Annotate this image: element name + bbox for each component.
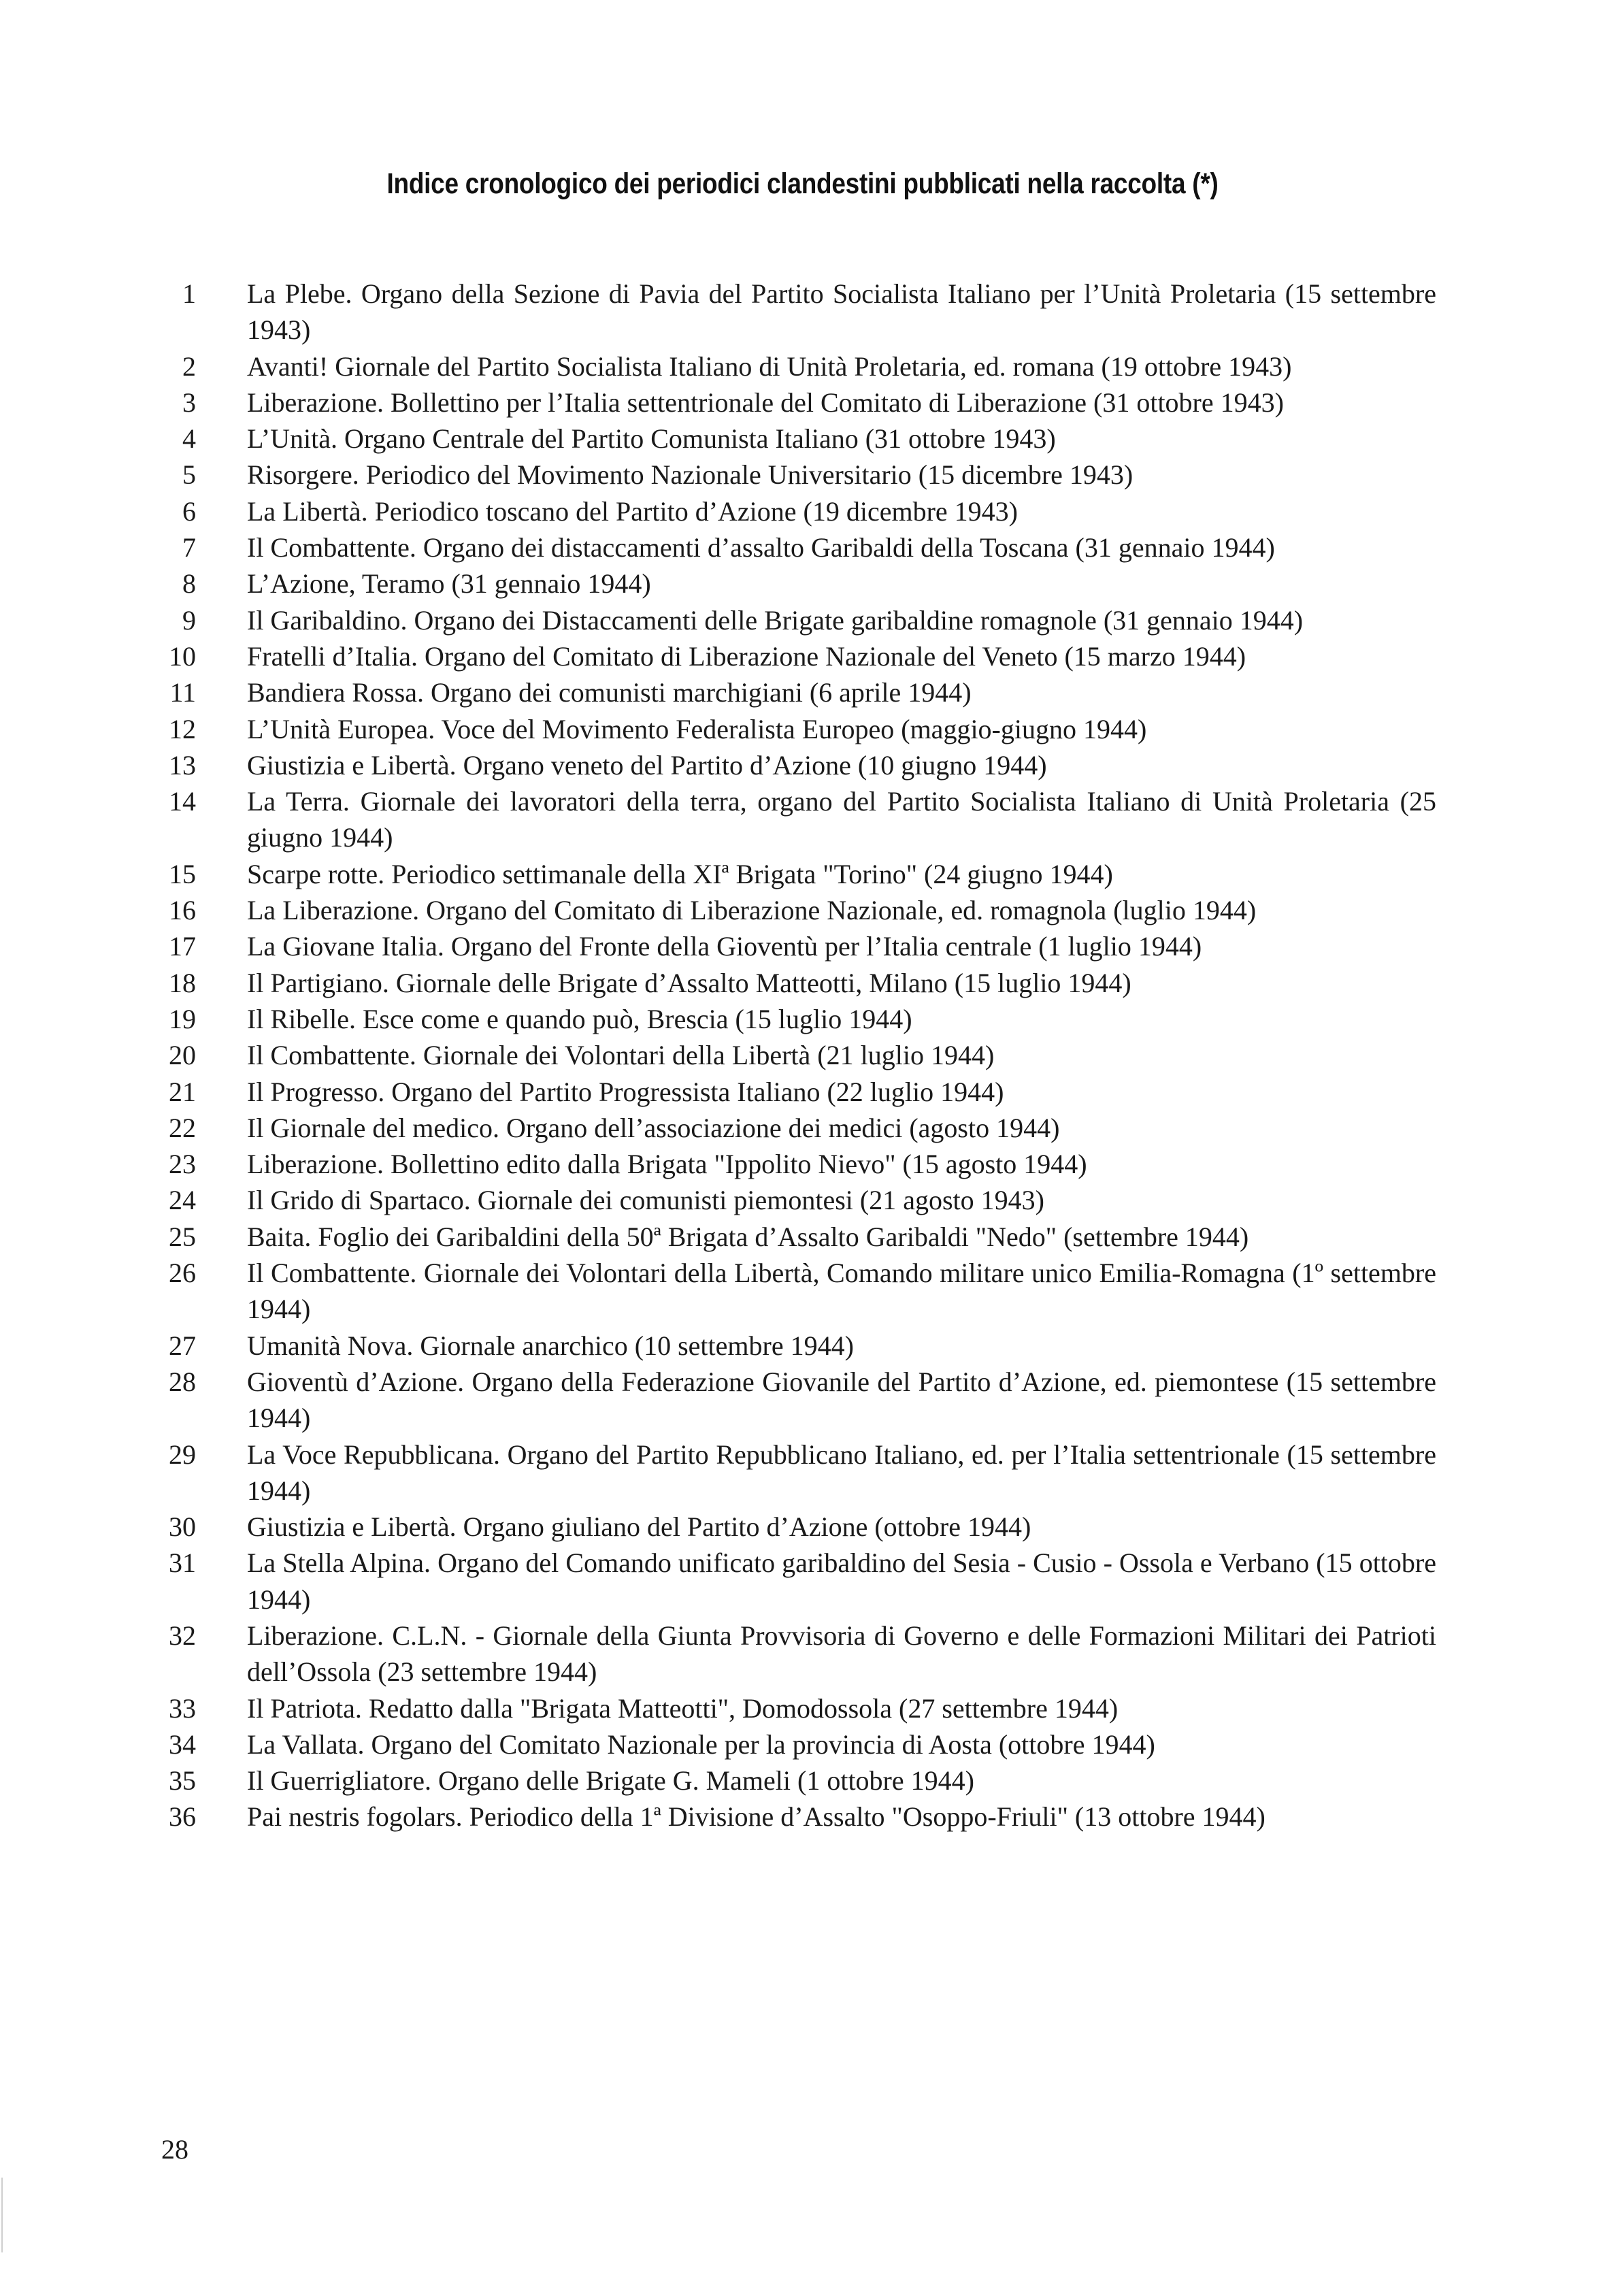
list-item [0,783,1605,856]
list-item [0,1799,1605,1835]
entry-number: 13 [169,749,196,781]
entry-text: La Stella Alpina. Organo del Comando unificato garibaldino del Sesia - Cusio - Ossola e Verbano (15 ottobre 1944) [247,1547,1436,1615]
entry-number: 31 [169,1547,196,1579]
entry-number: 18 [169,967,196,998]
list-item [0,529,1605,565]
page-number: 28 [161,2134,188,2165]
list-item [0,1074,1605,1110]
entry-number: 21 [169,1076,196,1107]
entry-text: Il Patriota. Redatto dalla "Brigata Matteotti", Domodossola (27 settembre 1944) [247,1692,1119,1724]
list-item [0,276,1605,348]
entry-text: Scarpe rotte. Periodico settimanale della XIª Brigata "Torino" (24 giugno 1944) [247,858,1113,889]
list-item [0,638,1605,674]
entry-text: Il Ribelle. Esce come e quando può, Brescia (15 luglio 1944) [247,1003,912,1034]
entry-text: L’Azione, Teramo (31 gennaio 1944) [247,568,651,600]
entry-text: Giustizia e Libertà. Organo giuliano del Partito d’Azione (ottobre 1944) [247,1511,1031,1543]
entry-number: 4 [182,423,196,455]
list-item [0,1509,1605,1545]
entry-text: Il Giornale del medico. Organo dell’associazione dei medici (agosto 1944) [247,1112,1060,1143]
list-item [0,1001,1605,1037]
list-item [0,1255,1605,1328]
entry-text: Pai nestris fogolars. Periodico della 1ª Divisione d’Assalto "Osoppo-Friuli" (13 ottobre 1944) [247,1801,1265,1833]
entry-number: 19 [169,1003,196,1034]
list-item [0,1437,1605,1509]
entry-text: La Vallata. Organo del Comitato Nazionale per la provincia di Aosta (ottobre 1944) [247,1728,1155,1760]
entry-number: 9 [182,604,196,636]
entry-list [0,276,1605,1835]
list-item [0,1545,1605,1618]
entry-text: Liberazione. C.L.N. - Giornale della Giunta Provvisoria di Governo e delle Formazioni Militari dei Patrioti dell’Ossola (23 settembre 1944) [247,1620,1436,1688]
entry-number: 20 [169,1040,196,1071]
entry-text: Baita. Foglio dei Garibaldini della 50ª Brigata d’Assalto Garibaldi "Nedo" (settembre 1944) [247,1221,1249,1252]
entry-number: 15 [169,858,196,889]
list-item [0,1690,1605,1726]
entry-number: 36 [169,1801,196,1833]
list-item [0,565,1605,602]
list-item [0,892,1605,928]
entry-number: 14 [169,786,196,817]
entry-number: 25 [169,1221,196,1252]
entry-text: Il Partigiano. Giornale delle Brigate d’Assalto Matteotti, Milano (15 luglio 1944) [247,967,1131,998]
entry-number: 27 [169,1330,196,1361]
entry-number: 29 [169,1439,196,1470]
list-item [0,602,1605,638]
entry-text: Liberazione. Bollettino edito dalla Brigata "Ippolito Nievo" (15 agosto 1944) [247,1149,1087,1180]
list-item [0,493,1605,529]
entry-number: 24 [169,1185,196,1216]
list-item [0,384,1605,421]
list-item [0,1726,1605,1762]
entry-number: 3 [182,387,196,418]
entry-number: 16 [169,895,196,926]
entry-text: Fratelli d’Italia. Organo del Comitato di Liberazione Nazionale del Veneto (15 marzo 1944) [247,640,1246,672]
list-item [0,457,1605,493]
entry-number: 32 [169,1620,196,1651]
entry-text: Il Guerrigliatore. Organo delle Brigate G. Mameli (1 ottobre 1944) [247,1765,974,1797]
entry-text: Gioventù d’Azione. Organo della Federazione Giovanile del Partito d’Azione, ed. piemontese (15 settembre 1944) [247,1366,1436,1434]
page-title: Indice cronologico dei periodici clandestini pubblicati nella raccolta (*) [386,167,1219,200]
entry-text: Il Progresso. Organo del Partito Progressista Italiano (22 luglio 1944) [247,1076,1004,1107]
entry-text: La Libertà. Periodico toscano del Partito d’Azione (19 dicembre 1943) [247,495,1018,527]
list-item [0,1762,1605,1799]
entry-text: Il Combattente. Giornale dei Volontari della Libertà (21 luglio 1944) [247,1040,995,1071]
entry-number: 26 [169,1258,196,1289]
list-item [0,1219,1605,1255]
entry-number: 30 [169,1511,196,1543]
entry-number: 10 [169,640,196,672]
entry-text: L’Unità. Organo Centrale del Partito Comunista Italiano (31 ottobre 1943) [247,423,1056,455]
entry-number: 35 [169,1765,196,1797]
list-item [0,856,1605,892]
entry-text: La Liberazione. Organo del Comitato di Liberazione Nazionale, ed. romagnola (luglio 1944) [247,895,1257,926]
entry-text: Bandiera Rossa. Organo dei comunisti marchigiani (6 aprile 1944) [247,677,972,708]
entry-number: 6 [182,495,196,527]
list-item [0,1037,1605,1073]
list-item [0,421,1605,457]
list-item [0,348,1605,384]
entry-number: 33 [169,1692,196,1724]
entry-number: 23 [169,1149,196,1180]
entry-text: La Plebe. Organo della Sezione di Pavia del Partito Socialista Italiano per l’Unità Proletaria (15 settembre 1943) [247,278,1436,346]
entry-text: Giustizia e Libertà. Organo veneto del Partito d’Azione (10 giugno 1944) [247,749,1047,781]
entry-number: 11 [169,677,196,708]
entry-text: Il Combattente. Organo dei distaccamenti d’assalto Garibaldi della Toscana (31 gennaio 1944) [247,532,1275,563]
entry-text: L’Unità Europea. Voce del Movimento Federalista Europeo (maggio-giugno 1944) [247,713,1147,744]
entry-text: Il Combattente. Giornale dei Volontari della Libertà, Comando militare unico Emilia-Romagna (1º settembre 1944) [247,1258,1436,1325]
list-item [0,674,1605,710]
entry-number: 7 [182,532,196,563]
list-item [0,1618,1605,1690]
entry-text: Risorgere. Periodico del Movimento Nazionale Universitario (15 dicembre 1943) [247,459,1134,491]
entry-text: Il Grido di Spartaco. Giornale dei comunisti piemontesi (21 agosto 1943) [247,1185,1044,1216]
entry-number: 5 [182,459,196,491]
list-item [0,928,1605,964]
list-item [0,1146,1605,1182]
list-item [0,1364,1605,1437]
entry-number: 34 [169,1728,196,1760]
list-item [0,965,1605,1001]
list-item [0,1328,1605,1364]
entry-text: Umanità Nova. Giornale anarchico (10 settembre 1944) [247,1330,854,1361]
entry-number: 12 [169,713,196,744]
entry-number: 1 [182,278,196,309]
list-item [0,711,1605,747]
entry-text: Il Garibaldino. Organo dei Distaccamenti delle Brigate garibaldine romagnole (31 gennaio 1944) [247,604,1304,636]
entry-number: 22 [169,1112,196,1143]
entry-text: La Voce Repubblicana. Organo del Partito Repubblicano Italiano, ed. per l’Italia settentrionale (15 settembre 1944) [247,1439,1436,1506]
entry-text: Avanti! Giornale del Partito Socialista Italiano di Unità Proletaria, ed. romana (19 ottobre 1943) [247,350,1292,382]
list-item [0,1182,1605,1218]
entry-number: 2 [182,350,196,382]
list-item [0,747,1605,783]
entry-text: Liberazione. Bollettino per l’Italia settentrionale del Comitato di Liberazione (31 ottobre 1943) [247,387,1284,418]
scan-edge-mark [1,2178,3,2252]
list-item [0,1110,1605,1146]
entry-number: 17 [169,931,196,962]
entry-number: 28 [169,1366,196,1397]
entry-text: La Giovane Italia. Organo del Fronte della Gioventù per l’Italia centrale (1 luglio 1944) [247,931,1202,962]
entry-text: La Terra. Giornale dei lavoratori della terra, organo del Partito Socialista Italiano di Unità Proletaria (25 giugno 1944) [247,786,1436,853]
entry-number: 8 [182,568,196,600]
